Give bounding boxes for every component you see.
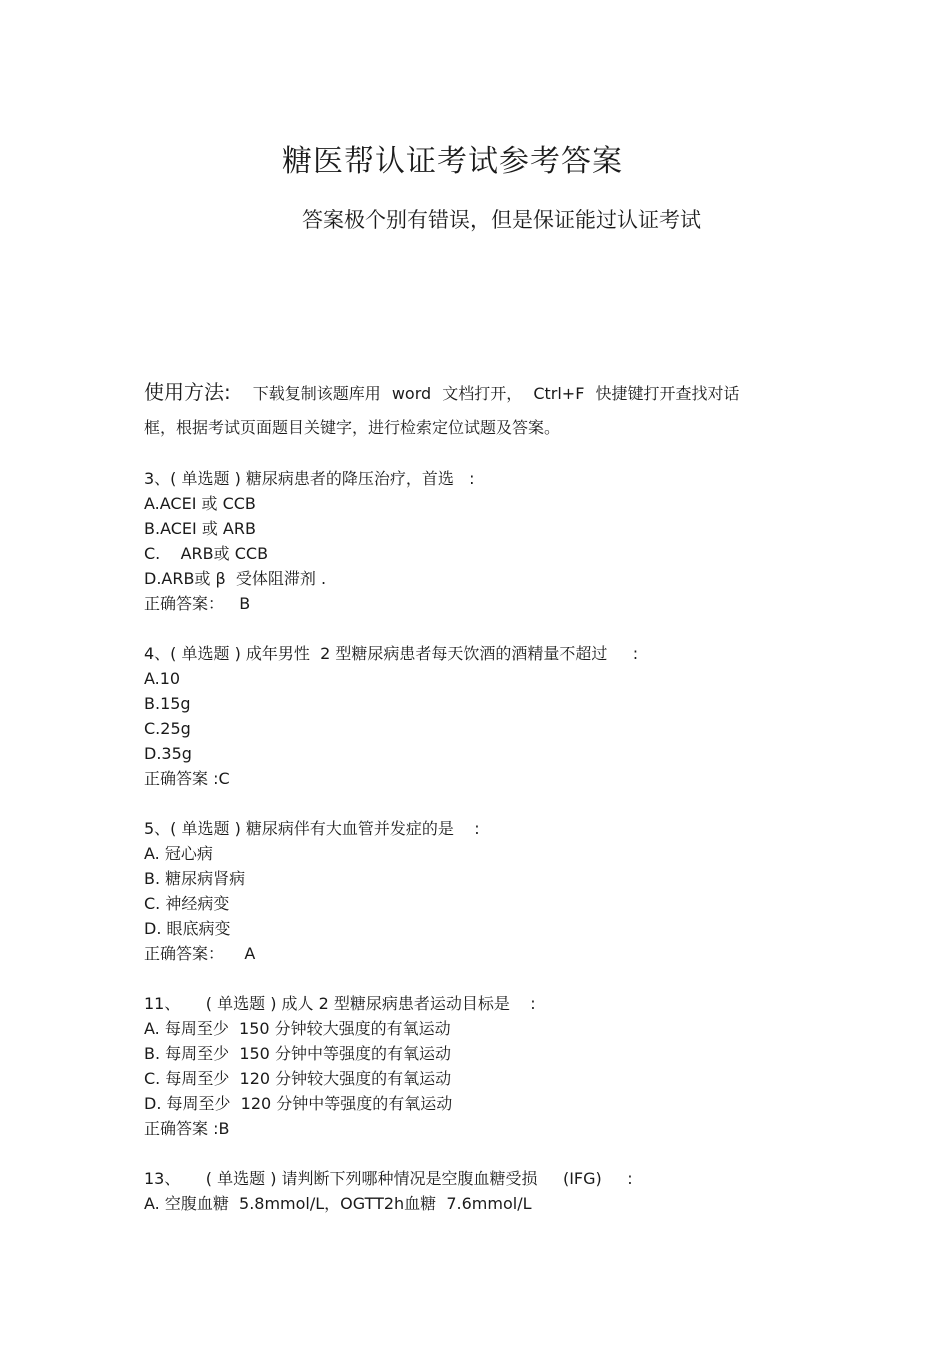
option-c: C.25g: [144, 719, 191, 738]
question-text: 11、 ( 单选题 ) 成人 2 型糖尿病患者运动目标是 :: [144, 994, 536, 1013]
option-a: A. 冠心病: [144, 844, 213, 863]
question-list: [144, 466, 804, 1241]
usage-line-1: [144, 374, 804, 410]
option-c: C. 每周至少 120 分钟较大强度的有氧运动: [144, 1069, 452, 1088]
option-d: D.35g: [144, 744, 192, 763]
option-a: A. 空腹血糖 5.8mmol/L，OGTT2h血糖 7.6mmol/L: [144, 1194, 532, 1213]
option-a: A. 每周至少 150 分钟较大强度的有氧运动: [144, 1019, 451, 1038]
option-d: D. 眼底病变: [144, 919, 231, 938]
page-title: 糖医帮认证考试参考答案: [282, 144, 623, 179]
question-text: 4、( 单选题 ) 成年男性 2 型糖尿病患者每天饮酒的酒精量不超过 :: [144, 644, 639, 663]
option-d: D.ARB或 β 受体阻滞剂 .: [144, 569, 327, 588]
question-item: [144, 1166, 804, 1216]
correct-answer: 正确答案 :C: [144, 769, 230, 788]
option-b: B. 每周至少 150 分钟中等强度的有氧运动: [144, 1044, 451, 1063]
option-c: C. ARB或 CCB: [144, 544, 269, 563]
usage-text-2: 框，根据考试页面题目关键字，进行检索定位试题及答案。: [144, 418, 561, 437]
option-c: C. 神经病变: [144, 894, 230, 913]
option-a: A.ACEI 或 CCB: [144, 494, 256, 513]
question-text: 3、( 单选题 ) 糖尿病患者的降压治疗，首选 :: [144, 469, 475, 488]
page-subtitle: 答案极个别有错误，但是保证能过认证考试: [302, 208, 701, 232]
question-item: [144, 466, 804, 616]
question-item: [144, 991, 804, 1141]
usage-text-1: 下载复制该题库用 word 文档打开， Ctrl+F 快捷键打开查找对话: [252, 384, 740, 403]
question-text: 13、 ( 单选题 ) 请判断下列哪种情况是空腹血糖受损 (IFG) :: [144, 1169, 633, 1188]
correct-answer: 正确答案： A: [144, 944, 256, 963]
option-b: B. 糖尿病肾病: [144, 869, 246, 888]
option-d: D. 每周至少 120 分钟中等强度的有氧运动: [144, 1094, 453, 1113]
usage-instructions: [144, 374, 804, 440]
option-b: B.ACEI 或 ARB: [144, 519, 256, 538]
question-item: [144, 816, 804, 966]
correct-answer: 正确答案 :B: [144, 1119, 230, 1138]
option-a: A.10: [144, 669, 181, 688]
question-text: 5、( 单选题 ) 糖尿病伴有大血管并发症的是 :: [144, 819, 480, 838]
usage-label: 使用方法:: [144, 380, 231, 404]
option-b: B.15g: [144, 694, 191, 713]
correct-answer: 正确答案： B: [144, 594, 251, 613]
question-item: [144, 641, 804, 791]
